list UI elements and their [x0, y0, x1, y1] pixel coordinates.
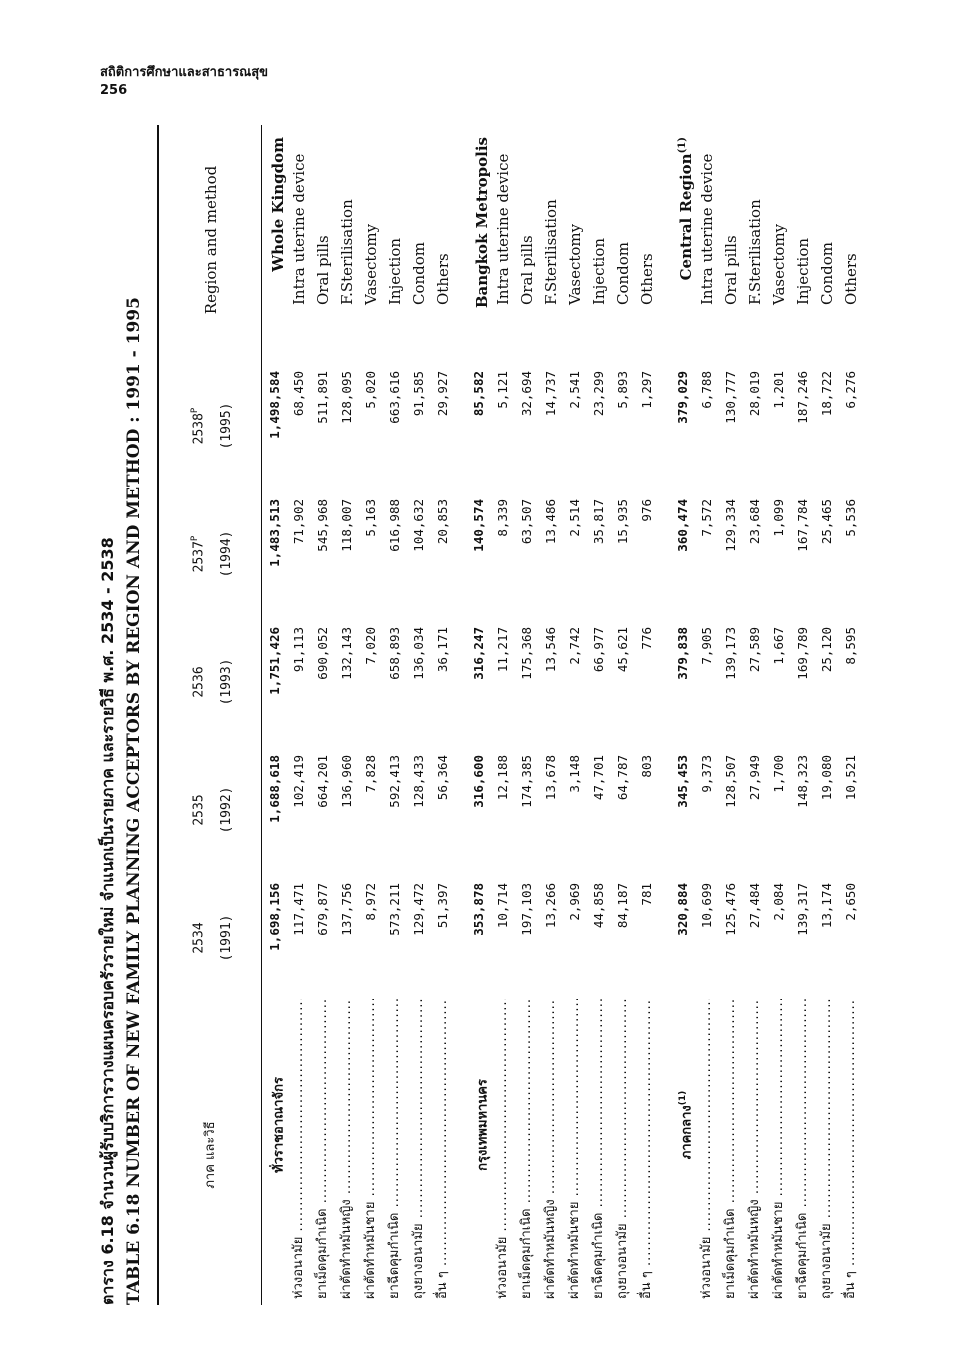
value-cell: 2,969	[567, 883, 582, 921]
value-cell: 136,034	[411, 627, 426, 680]
value-cell: 1,201	[771, 371, 786, 409]
section-total-cell: 379,029	[675, 371, 690, 424]
year-be-4: 2538	[191, 413, 207, 445]
value-cell: 84,187	[615, 883, 630, 929]
value-cell: 44,858	[591, 883, 606, 929]
value-cell: 10,699	[699, 883, 714, 929]
method-label-thai: ผ่าตัดทำหมันชาย .....	[563, 999, 587, 1299]
value-cell: 690,052	[315, 627, 330, 680]
value-cell: 13,678	[543, 755, 558, 801]
method-label-english: Intra uterine device	[698, 153, 716, 305]
value-cell: 128,095	[339, 371, 354, 424]
table-row	[743, 125, 767, 1305]
value-cell: 28,019	[747, 371, 762, 417]
table-row	[767, 125, 791, 1305]
value-cell: 592,413	[387, 755, 402, 808]
value-cell: 128,507	[723, 755, 738, 808]
value-cell: 136,960	[339, 755, 354, 808]
table-title-english: TABLE 6.18 NUMBER OF NEW FAMILY PLANNING ACCEPTORS BY REGION AND METHOD : 1991 - 1995	[124, 297, 144, 1305]
value-cell: 51,397	[435, 883, 450, 929]
year-be-3: 2537	[191, 541, 207, 573]
value-cell: 104,632	[411, 499, 426, 552]
method-label-english: F.Sterilisation	[746, 199, 764, 305]
value-cell: 169,789	[795, 627, 810, 680]
method-label-english: Oral pills	[314, 235, 332, 305]
table-row	[563, 125, 587, 1305]
section-label-thai-text: ทั่วราชอาณาจักร	[271, 1077, 287, 1173]
year-be-1: 2535	[191, 794, 207, 826]
value-cell: 679,877	[315, 883, 330, 936]
column-header-year-2	[163, 627, 259, 737]
value-cell: 29,927	[435, 371, 450, 417]
method-label-thai: ยาเม็ดคุมกำเนิด .....	[311, 999, 335, 1299]
value-cell: 616,988	[387, 499, 402, 552]
column-header-english: Region and method	[202, 165, 220, 315]
method-label-thai: ยาฉีดคุมกำเนิด .....	[383, 999, 407, 1299]
method-label-thai: อื่น ๆ .....	[635, 999, 659, 1299]
value-cell: 23,684	[747, 499, 762, 545]
method-label-thai: อื่น ๆ .....	[839, 999, 863, 1299]
value-cell: 1,700	[771, 755, 786, 793]
value-cell: 13,174	[819, 883, 834, 929]
section-total-cell: 1,498,584	[267, 371, 282, 439]
section-total-cell: 140,574	[471, 499, 486, 552]
value-cell: 132,143	[339, 627, 354, 680]
value-cell: 658,893	[387, 627, 402, 680]
value-cell: 128,433	[411, 755, 426, 808]
value-cell: 6,788	[699, 371, 714, 409]
method-label-thai: อื่น ๆ .....	[431, 999, 455, 1299]
value-cell: 2,541	[567, 371, 582, 409]
value-cell: 8,339	[495, 499, 510, 537]
method-label-thai: ห่วงอนามัย .....	[491, 999, 515, 1299]
value-cell: 776	[639, 627, 654, 650]
method-label-english: Others	[842, 253, 860, 305]
value-cell: 11,217	[495, 627, 510, 673]
value-cell: 2,084	[771, 883, 786, 921]
value-cell: 15,935	[615, 499, 630, 545]
value-cell: 27,589	[747, 627, 762, 673]
value-cell: 56,364	[435, 755, 450, 801]
value-cell: 129,334	[723, 499, 738, 552]
section-label-english	[263, 137, 287, 345]
value-cell: 71,902	[291, 499, 306, 545]
table-row	[515, 125, 539, 1305]
table-row	[815, 125, 839, 1305]
year-be-2: 2536	[191, 666, 207, 698]
value-cell: 27,949	[747, 755, 762, 801]
value-cell: 10,521	[843, 755, 858, 801]
value-cell: 23,299	[591, 371, 606, 417]
method-label-english: Intra uterine device	[290, 153, 308, 305]
method-label-english: Others	[434, 253, 452, 305]
section-total-cell: 85,582	[471, 371, 486, 417]
value-cell: 6,276	[843, 371, 858, 409]
year-ad-2: (1993)	[219, 658, 235, 706]
value-cell: 803	[639, 755, 654, 778]
method-label-english: Oral pills	[722, 235, 740, 305]
value-cell: 47,701	[591, 755, 606, 801]
value-cell: 167,784	[795, 499, 810, 552]
table-title	[95, 125, 147, 1305]
value-cell: 1,297	[639, 371, 654, 409]
value-cell: 68,450	[291, 371, 306, 417]
value-cell: 174,385	[519, 755, 534, 808]
table-row	[587, 125, 611, 1305]
table-row	[635, 125, 659, 1305]
value-cell: 573,211	[387, 883, 402, 936]
value-cell: 175,368	[519, 627, 534, 680]
year-be-0: 2534	[191, 922, 207, 954]
value-cell: 14,737	[543, 371, 558, 417]
value-cell: 102,419	[291, 755, 306, 808]
section-label-thai	[671, 1005, 695, 1245]
column-header-thai: ภาค และวิธี	[203, 1121, 218, 1189]
value-cell: 19,080	[819, 755, 834, 801]
method-label-english: F.Sterilisation	[338, 199, 356, 305]
value-cell: 545,968	[315, 499, 330, 552]
value-cell: 25,120	[819, 627, 834, 673]
value-cell: 148,323	[795, 755, 810, 808]
value-cell: 130,777	[723, 371, 738, 424]
value-cell: 5,536	[843, 499, 858, 537]
method-label-thai: ถุงยางอนามัย .....	[815, 999, 839, 1299]
value-cell: 7,828	[363, 755, 378, 793]
table-row	[287, 125, 311, 1305]
method-label-thai: ห่วงอนามัย .....	[287, 999, 311, 1299]
method-label-thai: ยาเม็ดคุมกำเนิด .....	[719, 999, 743, 1299]
value-cell: 64,787	[615, 755, 630, 801]
section-total-cell: 316,247	[471, 627, 486, 680]
section-total-cell: 379,838	[675, 627, 690, 680]
value-cell: 117,471	[291, 883, 306, 936]
value-cell: 781	[639, 883, 654, 906]
year-ad-1: (1992)	[219, 786, 235, 834]
value-cell: 8,595	[843, 627, 858, 665]
method-label-english: Vasectomy	[362, 223, 380, 305]
value-cell: 663,616	[387, 371, 402, 424]
value-cell: 1,667	[771, 627, 786, 665]
value-cell: 27,484	[747, 883, 762, 929]
method-label-thai: ผ่าตัดทำหมันหญิง .....	[743, 999, 767, 1299]
table-row	[695, 125, 719, 1305]
section-total-cell: 320,884	[675, 883, 690, 936]
section-label-thai-text: ภาคกลาง	[679, 1105, 695, 1160]
value-cell: 976	[639, 499, 654, 522]
method-label-english: Condom	[818, 241, 836, 305]
method-label-thai: ผ่าตัดทำหมันหญิง .....	[539, 999, 563, 1299]
table-row	[839, 125, 863, 1305]
method-label-english: Others	[638, 253, 656, 305]
value-cell: 91,113	[291, 627, 306, 673]
table-row	[311, 125, 335, 1305]
section-total-cell: 1,751,426	[267, 627, 282, 695]
section-label-thai-text: กรุงเทพมหานคร	[475, 1079, 491, 1171]
value-cell: 63,507	[519, 499, 534, 545]
section-spacer	[455, 125, 467, 1305]
column-header-year-0	[163, 883, 259, 993]
table-row	[539, 125, 563, 1305]
method-label-thai: ยาฉีดคุมกำเนิด .....	[791, 999, 815, 1299]
value-cell: 91,585	[411, 371, 426, 417]
value-cell: 137,756	[339, 883, 354, 936]
section-total-cell: 345,453	[675, 755, 690, 808]
section-header-row	[467, 125, 491, 1305]
method-label-english: Vasectomy	[770, 223, 788, 305]
value-cell: 25,465	[819, 499, 834, 545]
method-label-thai: ถุงยางอนามัย .....	[407, 999, 431, 1299]
method-label-thai: ผ่าตัดทำหมันหญิง .....	[335, 999, 359, 1299]
section-note-thai: (1)	[678, 1090, 688, 1106]
section-total-cell: 360,474	[675, 499, 690, 552]
value-cell: 8,972	[363, 883, 378, 921]
table-row	[611, 125, 635, 1305]
value-cell: 125,476	[723, 883, 738, 936]
section-total-cell: 353,878	[471, 883, 486, 936]
method-label-english: Injection	[590, 237, 608, 305]
value-cell: 35,817	[591, 499, 606, 545]
method-label-english: Condom	[410, 241, 428, 305]
section-header-row	[263, 125, 287, 1305]
value-cell: 139,317	[795, 883, 810, 936]
header-rule	[261, 125, 262, 1305]
table-row	[335, 125, 359, 1305]
value-cell: 197,103	[519, 883, 534, 936]
table-row	[431, 125, 455, 1305]
value-cell: 10,714	[495, 883, 510, 929]
value-cell: 7,572	[699, 499, 714, 537]
value-cell: 13,546	[543, 627, 558, 673]
value-cell: 9,373	[699, 755, 714, 793]
section-total-cell: 1,688,618	[267, 755, 282, 823]
method-label-english: Vasectomy	[566, 223, 584, 305]
value-cell: 7,905	[699, 627, 714, 665]
table-row	[719, 125, 743, 1305]
value-cell: 187,246	[795, 371, 810, 424]
method-label-thai: ยาฉีดคุมกำเนิด .....	[587, 999, 611, 1299]
value-cell: 664,201	[315, 755, 330, 808]
section-label-thai	[467, 1005, 491, 1245]
top-rule	[157, 125, 159, 1305]
table-row	[383, 125, 407, 1305]
value-cell: 139,173	[723, 627, 738, 680]
value-cell: 12,188	[495, 755, 510, 801]
value-cell: 1,099	[771, 499, 786, 537]
value-cell: 511,891	[315, 371, 330, 424]
value-cell: 5,121	[495, 371, 510, 409]
method-label-thai: ยาเม็ดคุมกำเนิด .....	[515, 999, 539, 1299]
section-header-row	[671, 125, 695, 1305]
section-label-thai	[263, 1005, 287, 1245]
section-total-cell: 1,483,513	[267, 499, 282, 567]
value-cell: 5,163	[363, 499, 378, 537]
method-label-english: Condom	[614, 241, 632, 305]
value-cell: 2,650	[843, 883, 858, 921]
section-label-english	[467, 137, 491, 345]
table-title-thai: ตาราง 6.18 จำนวนผู้รับบริการวางแผนครอบครัวรายใหม่ จำแนกเป็นรายภาค และรายวิธี พ.ศ. 2534 - 2538	[98, 537, 117, 1305]
table-row	[359, 125, 383, 1305]
section-spacer	[659, 125, 671, 1305]
table-body	[263, 125, 863, 1305]
method-label-thai: ถุงยางอนามัย .....	[611, 999, 635, 1299]
section-label-english	[671, 137, 695, 345]
table-row	[791, 125, 815, 1305]
section-label-english-text: Bangkok Metropolis	[473, 137, 491, 309]
table-row	[407, 125, 431, 1305]
method-label-english: Oral pills	[518, 235, 536, 305]
page-number: 256	[100, 83, 128, 98]
running-head	[100, 64, 268, 100]
section-total-cell: 1,698,156	[267, 883, 282, 951]
section-total-cell: 316,600	[471, 755, 486, 808]
year-ad-0: (1991)	[219, 914, 235, 962]
value-cell: 5,893	[615, 371, 630, 409]
value-cell: 36,171	[435, 627, 450, 673]
method-label-thai: ผ่าตัดทำหมันชาย .....	[359, 999, 383, 1299]
value-cell: 118,007	[339, 499, 354, 552]
value-cell: 20,853	[435, 499, 450, 545]
value-cell: 2,742	[567, 627, 582, 665]
value-cell: 3,148	[567, 755, 582, 793]
table-row	[491, 125, 515, 1305]
value-cell: 66,977	[591, 627, 606, 673]
value-cell: 13,266	[543, 883, 558, 929]
method-label-english: Injection	[794, 237, 812, 305]
column-header-year-3: $2537^P$ (1994)	[163, 499, 259, 609]
value-cell: 13,486	[543, 499, 558, 545]
column-header-year-1	[163, 755, 259, 865]
book-title: สถิติการศึกษาและสาธารณสุข	[100, 65, 269, 80]
method-label-english: Intra uterine device	[494, 153, 512, 305]
method-label-english: F.Sterilisation	[542, 199, 560, 305]
section-label-english-text: Central Region	[677, 153, 695, 281]
value-cell: 129,472	[411, 883, 426, 936]
year-ad-4: (1995)	[219, 402, 235, 450]
value-cell: 32,694	[519, 371, 534, 417]
value-cell: 5,020	[363, 371, 378, 409]
value-cell: 7,020	[363, 627, 378, 665]
column-header-year-4: $2538^P$ (1995)	[163, 371, 259, 481]
section-note-english: (1)	[677, 137, 688, 154]
method-label-thai: ผ่าตัดทำหมันชาย .....	[767, 999, 791, 1299]
method-label-english: Injection	[386, 237, 404, 305]
year-ad-3: (1994)	[219, 530, 235, 578]
section-label-english-text: Whole Kingdom	[269, 137, 287, 272]
rotated-table-page	[95, 125, 915, 1305]
value-cell: 2,514	[567, 499, 582, 537]
method-label-thai: ห่วงอนามัย .....	[695, 999, 719, 1299]
value-cell: 18,722	[819, 371, 834, 417]
value-cell: 45,621	[615, 627, 630, 673]
